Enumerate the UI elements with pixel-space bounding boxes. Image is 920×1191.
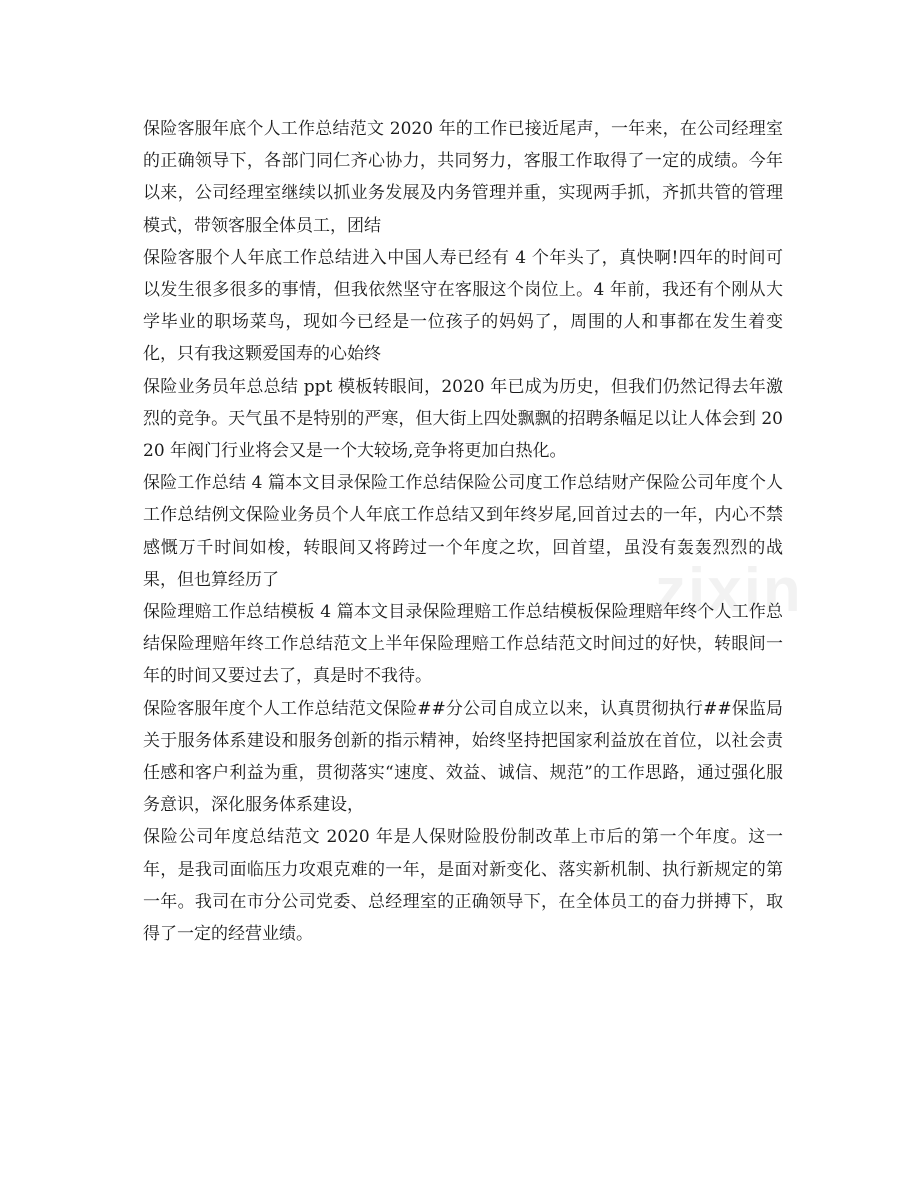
paragraph-4: 保险工作总结 4 篇本文目录保险工作总结保险公司度工作总结财产保险公司年度个人工作总结例文保险业务员个人年底工作总结又到年终岁尾,回首过去的一年，内心不禁感慨万千时间如梭，转眼间又将跨过一个年度之坎，回首望，虽没有轰轰烈烈的战果，但也算经历了 (143, 473, 783, 590)
paragraph-1: 保险客服年底个人工作总结范文 2020 年的工作已接近尾声，一年来，在公司经理室的正确领导下，各部门同仁齐心协力，共同努力，客服工作取得了一定的成绩。今年以来，公司经理室继续以抓业务发展及内务管理并重，实现两手抓，齐抓共管的管理模式，带领客服全体员工，团结 (143, 119, 783, 236)
paragraph-2: 保险客服个人年底工作总结进入中国人寿已经有 4 个年头了，真快啊!四年的时间可以发生很多很多的事情，但我依然坚守在客服这个岗位上。4 年前，我还有个刚从大学毕业的职场菜鸟，现如今已经是一位孩子的妈妈了，周围的人和事都在发生着变化，只有我这颗爱国寿的心始终 (143, 247, 783, 365)
paragraph-6: 保险客服年度个人工作总结范文保险##分公司自成立以来，认真贯彻执行##保监局关于服务体系建设和服务创新的指示精神，始终坚持把国家利益放在首位，以社会责任感和客户利益为重，贯彻落实“速度、效益、诚信、规范”的工作思路，通过强化服务意识，深化服务体系建设， (143, 698, 783, 816)
paragraph-7: 保险公司年度总结范文 2020 年是人保财险股份制改革上市后的第一个年度。这一年，是我司面临压力攻艰克难的一年，是面对新变化、落实新机制、执行新规定的第一年。我司在市分公司党委、总经理室的正确领导下，在全体员工的奋力拼搏下，取得了一定的经营业绩。 (143, 827, 783, 945)
paragraph-3: 保险业务员年总总结 ppt 模板转眼间，2020 年已成为历史，但我们仍然记得去年激烈的竞争。天气虽不是特别的严寒，但大街上四处飘飘的招聘条幅足以让人体会到 2020 年阀门行业将会又是一个大较场,竞争将更加白热化。 (143, 376, 783, 462)
paragraph-5: 保险理赔工作总结模板 4 篇本文目录保险理赔工作总结模板保险理赔年终个人工作总结保险理赔年终工作总结范文上半年保险理赔工作总结范文时间过的好快，转眼间一年的时间又要过去了，真是时不我待。 (143, 602, 783, 687)
watermark: zixin (655, 556, 803, 625)
document-body (143, 113, 783, 950)
